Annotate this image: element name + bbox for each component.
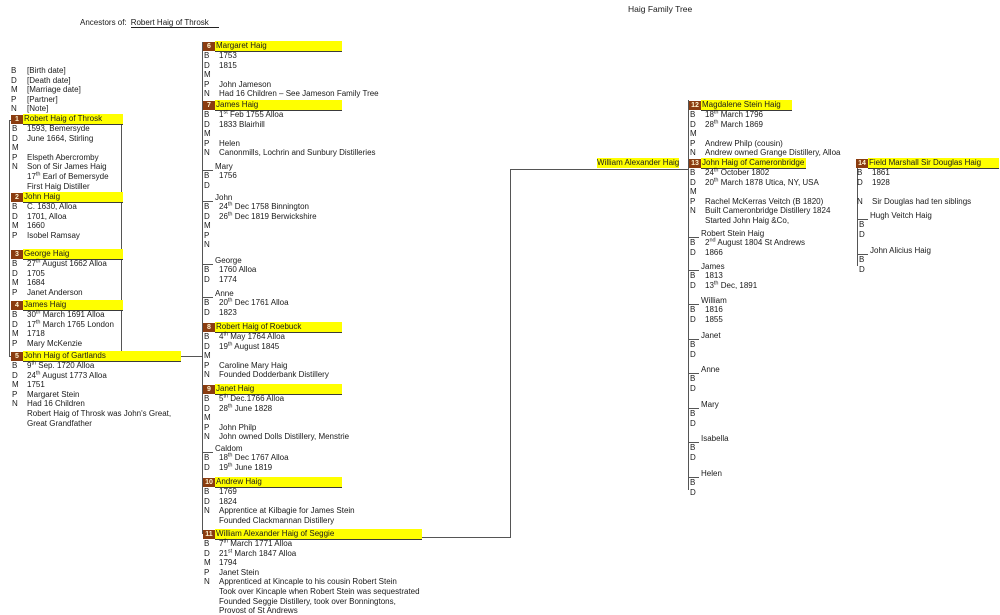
- field-key: B: [12, 124, 18, 133]
- field-value: Built Cameronbridge Distillery 1824: [705, 206, 831, 216]
- field-key: D: [204, 307, 210, 317]
- field-key: B: [690, 374, 696, 383]
- field-value: 30th March 1691 Alloa: [27, 309, 105, 319]
- field-value: 1774: [219, 274, 237, 284]
- person-number: 12: [689, 101, 701, 110]
- field-value: 13th Dec, 1891: [705, 279, 758, 290]
- field-key: B: [690, 110, 696, 119]
- field-value: 21st March 1847 Alloa: [219, 547, 297, 558]
- field-value: 1760 Alloa: [219, 265, 257, 274]
- field-value: 1718: [27, 329, 45, 339]
- field-key: D: [12, 268, 18, 278]
- field-key: N: [690, 148, 696, 158]
- field-value: 7th March 1771 Alloa: [219, 538, 293, 548]
- field-value: 1866: [705, 247, 723, 257]
- field-value: Janet Stein: [219, 567, 260, 577]
- field-value: 24th August 1773 Alloa: [27, 369, 107, 380]
- field-value: 18th Dec 1767 Alloa: [219, 452, 289, 462]
- field-key: N: [204, 432, 210, 442]
- field-key: B: [204, 51, 210, 60]
- children-trunk-line-1: [202, 42, 203, 534]
- field-key: M: [12, 329, 19, 339]
- ancestors-of-label: Ancestors of:: [80, 18, 127, 27]
- person-name: William: [701, 296, 727, 305]
- field-value: 26th Dec 1819 Berwickshire: [219, 210, 317, 221]
- field-value: Provost of St Andrews: [219, 606, 298, 615]
- field-key: N: [690, 206, 696, 216]
- field-key: D: [690, 177, 696, 187]
- field-value: 1794: [219, 558, 237, 568]
- field-key: P: [204, 79, 210, 89]
- person-name: James Haig: [215, 100, 342, 111]
- field-key: B: [204, 453, 210, 462]
- field-value: 28th March 1869: [705, 118, 763, 129]
- field-value: 20th Dec 1761 Alloa: [219, 297, 289, 307]
- field-key: M: [204, 221, 211, 231]
- field-key: D: [690, 247, 696, 257]
- person-name: John Haig of Gartlands: [23, 351, 181, 362]
- field-key: D: [204, 60, 210, 70]
- field-value: 1928: [872, 177, 890, 187]
- field-value: 9th Sep. 1720 Alloa: [27, 360, 95, 370]
- person-name: John Alicius Haig: [870, 246, 931, 255]
- person-name: George: [215, 256, 242, 265]
- person-name: Robert Haig of Roebuck: [215, 322, 342, 333]
- field-value: Started John Haig &Co,: [705, 216, 790, 225]
- field-key: P: [12, 152, 18, 162]
- person-name: John Haig: [23, 192, 123, 203]
- field-value: 1751: [27, 380, 45, 390]
- field-value: 4th May 1764 Alloa: [219, 331, 285, 341]
- field-value: 17th Earl of Bemersyde: [27, 171, 109, 181]
- field-key: P: [204, 138, 210, 148]
- field-key: N: [204, 370, 210, 380]
- field-key: B: [204, 332, 210, 341]
- field-value: 1705: [27, 268, 45, 278]
- person-number: 11: [203, 530, 215, 539]
- field-key: N: [204, 577, 210, 587]
- field-value: Had 16 Children – See Jameson Family Tree: [219, 89, 379, 99]
- field-key: B: [204, 110, 210, 119]
- person-name: Janet Haig: [215, 384, 342, 395]
- field-key: P: [204, 422, 210, 432]
- connector-line-bottom: [420, 537, 511, 538]
- field-key: B: [12, 202, 18, 211]
- field-key: M: [204, 413, 211, 423]
- field-value: Janet Anderson: [27, 287, 83, 297]
- field-key: N: [204, 148, 210, 158]
- field-key: P: [204, 567, 210, 577]
- field-value: 5th Dec.1766 Alloa: [219, 393, 285, 403]
- field-key: D: [859, 229, 865, 239]
- field-key: M: [204, 129, 211, 139]
- field-value: Apprenticed at Kincaple to his cousin Robert Stein: [219, 577, 397, 587]
- field-value: 1st Feb 1755 Alloa: [219, 109, 284, 119]
- field-value: Rachel McKerras Veitch (B 1820): [705, 196, 824, 206]
- field-value: 1861: [872, 168, 890, 177]
- person-name: Mary: [701, 400, 719, 409]
- field-value: Took over Kincaple when Robert Stein was sequestrated: [219, 587, 420, 596]
- person-name: Robert Stein Haig: [701, 229, 765, 238]
- field-value: 1824: [219, 496, 237, 506]
- field-key: D: [12, 319, 18, 329]
- field-key: D: [859, 264, 865, 274]
- field-value: 24th Dec 1758 Binnington: [219, 201, 309, 211]
- field-key: B: [859, 220, 865, 229]
- connector-line-top: [510, 169, 689, 170]
- field-value: Caroline Mary Haig: [219, 360, 288, 370]
- person-name: Anne: [215, 289, 234, 298]
- person-name: James Haig: [23, 300, 123, 311]
- field-value: 1701, Alloa: [27, 211, 67, 221]
- field-key: B: [857, 168, 863, 177]
- field-value: 1855: [705, 314, 723, 324]
- field-value: Son of Sir James Haig: [27, 162, 107, 172]
- field-key: D: [204, 462, 210, 472]
- person-name: John Haig of Cameronbridge: [702, 158, 805, 167]
- field-value: 24th October 1802: [705, 167, 770, 177]
- field-key: B: [690, 409, 696, 418]
- field-key: P: [12, 389, 18, 399]
- legend-key: N: [11, 104, 17, 114]
- field-value: 1684: [27, 278, 45, 288]
- person-number: 14: [856, 159, 868, 168]
- person-name: George Haig: [23, 249, 123, 260]
- field-key: D: [690, 383, 696, 393]
- field-key: M: [690, 187, 697, 197]
- legend-key: M: [11, 85, 18, 95]
- field-key: D: [204, 548, 210, 558]
- field-key: N: [857, 196, 863, 206]
- field-key: M: [690, 129, 697, 139]
- field-value: Isobel Ramsay: [27, 230, 80, 240]
- field-key: D: [690, 349, 696, 359]
- field-value: First Haig Distiller: [27, 181, 90, 191]
- field-value: 1769: [219, 487, 237, 496]
- field-value: Founded Seggie Distillery, took over Bonningtons,: [219, 596, 396, 606]
- field-value: 19th August 1845: [219, 340, 280, 351]
- legend-label: [Birth date]: [27, 66, 66, 75]
- field-key: B: [12, 310, 18, 319]
- field-key: P: [690, 138, 696, 148]
- field-value: 1753: [219, 51, 237, 60]
- field-key: D: [204, 274, 210, 284]
- person-name: Janet: [701, 331, 721, 340]
- field-key: N: [204, 506, 210, 516]
- field-key: D: [204, 341, 210, 351]
- person-name: John: [215, 193, 233, 202]
- legend-label: [Marriage date]: [27, 85, 81, 95]
- field-key: D: [690, 452, 696, 462]
- field-key: D: [204, 496, 210, 506]
- field-key: P: [204, 360, 210, 370]
- person-name: Helen: [701, 469, 722, 478]
- person-number: 5: [11, 352, 23, 361]
- field-value: 1815: [219, 60, 237, 70]
- field-key: M: [204, 70, 211, 80]
- field-key: D: [12, 211, 18, 221]
- person-name: Mary: [215, 162, 233, 171]
- field-key: M: [12, 380, 19, 390]
- field-key: D: [690, 314, 696, 324]
- person-name: Margaret Haig: [215, 41, 342, 52]
- legend-key: P: [11, 94, 17, 104]
- field-key: B: [204, 394, 210, 403]
- field-key: P: [690, 196, 696, 206]
- field-key: N: [204, 89, 210, 99]
- page-title: Haig Family Tree: [628, 4, 693, 14]
- person-number: 1: [11, 115, 23, 124]
- ancestors-of-heading: [80, 18, 219, 27]
- person-number: 3: [11, 250, 23, 259]
- connector-line-vertical: [510, 169, 511, 538]
- field-value: John Jameson: [219, 79, 272, 89]
- field-key: D: [204, 119, 210, 129]
- person-number: 10: [203, 478, 215, 487]
- field-key: M: [204, 351, 211, 361]
- field-key: B: [690, 478, 696, 487]
- field-value: 1813: [705, 271, 723, 280]
- legend-key: D: [11, 75, 17, 85]
- field-key: M: [12, 278, 19, 288]
- person-number: 2: [11, 193, 23, 202]
- field-key: D: [690, 119, 696, 129]
- field-key: D: [12, 133, 18, 143]
- field-value: 17th March 1765 London: [27, 318, 114, 329]
- person-name: James: [701, 262, 725, 271]
- field-key: N: [12, 162, 18, 172]
- field-value: Founded Clackmannan Distillery: [219, 515, 335, 525]
- field-value: Robert Haig of Throsk was John's Great,: [27, 409, 172, 418]
- person-name: Anne: [701, 365, 720, 374]
- person-name: Caldom: [215, 444, 243, 453]
- field-key: B: [204, 298, 210, 307]
- field-value: Margaret Stein: [27, 389, 80, 399]
- field-key: B: [204, 171, 210, 180]
- person-name: Hugh Veitch Haig: [870, 211, 932, 220]
- field-key: N: [12, 399, 18, 409]
- person-number: 13: [689, 159, 701, 168]
- legend-key: B: [11, 66, 17, 75]
- field-key: D: [204, 211, 210, 221]
- field-value: 1660: [27, 221, 45, 231]
- field-value: 27th August 1662 Alloa: [27, 258, 107, 268]
- field-value: Andrew Philp (cousin): [705, 138, 783, 148]
- field-value: 1823: [219, 307, 237, 317]
- field-key: B: [12, 259, 18, 268]
- field-value: Sir Douglas had ten siblings: [872, 196, 972, 206]
- ancestors-of-value: Robert Haig of Throsk: [131, 18, 219, 28]
- field-key: D: [690, 418, 696, 428]
- field-key: B: [690, 238, 696, 247]
- field-value: Founded Dodderbank Distillery: [219, 370, 329, 380]
- field-value: 19th June 1819: [219, 461, 273, 472]
- person-name: Field Marshall Sir Douglas Haig: [868, 158, 999, 169]
- field-value: Andrew owned Grange Distillery, Alloa: [705, 148, 841, 158]
- ancestor-group-border-left: [9, 120, 10, 357]
- field-value: 1833 Blairhill: [219, 119, 265, 129]
- field-value: 20th March 1878 Utica, NY, USA: [705, 176, 819, 187]
- field-key: B: [690, 168, 696, 177]
- field-key: B: [859, 255, 865, 264]
- field-key: B: [690, 305, 696, 314]
- field-key: B: [204, 202, 210, 211]
- field-value: 18th March 1796: [705, 109, 763, 119]
- ancestor-group-border-right: [121, 120, 122, 357]
- field-key: D: [12, 370, 18, 380]
- field-value: 1816: [705, 305, 723, 314]
- person-number: 6: [203, 42, 215, 51]
- field-key: P: [204, 230, 210, 240]
- field-value: 2nd August 1804 St Andrews: [705, 237, 805, 247]
- legend-label: [Death date]: [27, 75, 71, 85]
- field-value: 1593, Bemersyde: [27, 124, 90, 133]
- field-key: P: [12, 230, 18, 240]
- legend-label: [Partner]: [27, 94, 58, 104]
- field-key: B: [204, 539, 210, 548]
- field-value: Had 16 Children: [27, 399, 85, 409]
- field-value: John Philp: [219, 422, 257, 432]
- field-key: M: [12, 143, 19, 153]
- person-number: 8: [203, 323, 215, 332]
- field-value: John owned Dolls Distillery, Menstrie: [219, 432, 350, 442]
- field-value: C. 1630, Alloa: [27, 202, 77, 211]
- field-key: B: [690, 271, 696, 280]
- legend-label: [Note]: [27, 104, 49, 114]
- field-key: P: [12, 287, 18, 297]
- field-key: M: [12, 221, 19, 231]
- person-name: Robert Haig of Throsk: [23, 114, 123, 125]
- field-value: Canonmills, Lochrin and Sunbury Distilleries: [219, 148, 376, 158]
- person-name: William Alexander Haig: [597, 158, 680, 167]
- person-number: 7: [203, 101, 215, 110]
- field-value: Elspeth Abercromby: [27, 152, 99, 162]
- field-key: D: [690, 280, 696, 290]
- person-name: Isabella: [701, 434, 729, 443]
- person-name: Magdalene Stein Haig: [701, 100, 792, 111]
- field-value: Mary McKenzie: [27, 338, 83, 348]
- person-name: Andrew Haig: [215, 477, 342, 488]
- field-key: M: [204, 558, 211, 568]
- field-key: D: [204, 403, 210, 413]
- field-key: B: [690, 340, 696, 349]
- field-key: B: [690, 443, 696, 452]
- field-value: Apprentice at Kilbagie for James Stein: [219, 506, 355, 516]
- field-key: D: [690, 487, 696, 497]
- person-number: 9: [203, 385, 215, 394]
- field-value: Great Grandfather: [27, 418, 92, 428]
- field-key: D: [857, 177, 863, 187]
- field-key: B: [12, 361, 18, 370]
- field-key: N: [204, 240, 210, 250]
- field-value: 1756: [219, 171, 237, 180]
- person-number: 4: [11, 301, 23, 310]
- field-value: June 1664, Stirling: [27, 133, 94, 143]
- field-key: B: [204, 265, 210, 274]
- field-key: P: [12, 338, 18, 348]
- field-value: 28th June 1828: [219, 402, 273, 413]
- field-value: Helen: [219, 138, 240, 148]
- field-key: B: [204, 487, 210, 496]
- field-key: D: [204, 180, 210, 190]
- person-name: William Alexander Haig of Seggie: [215, 529, 422, 540]
